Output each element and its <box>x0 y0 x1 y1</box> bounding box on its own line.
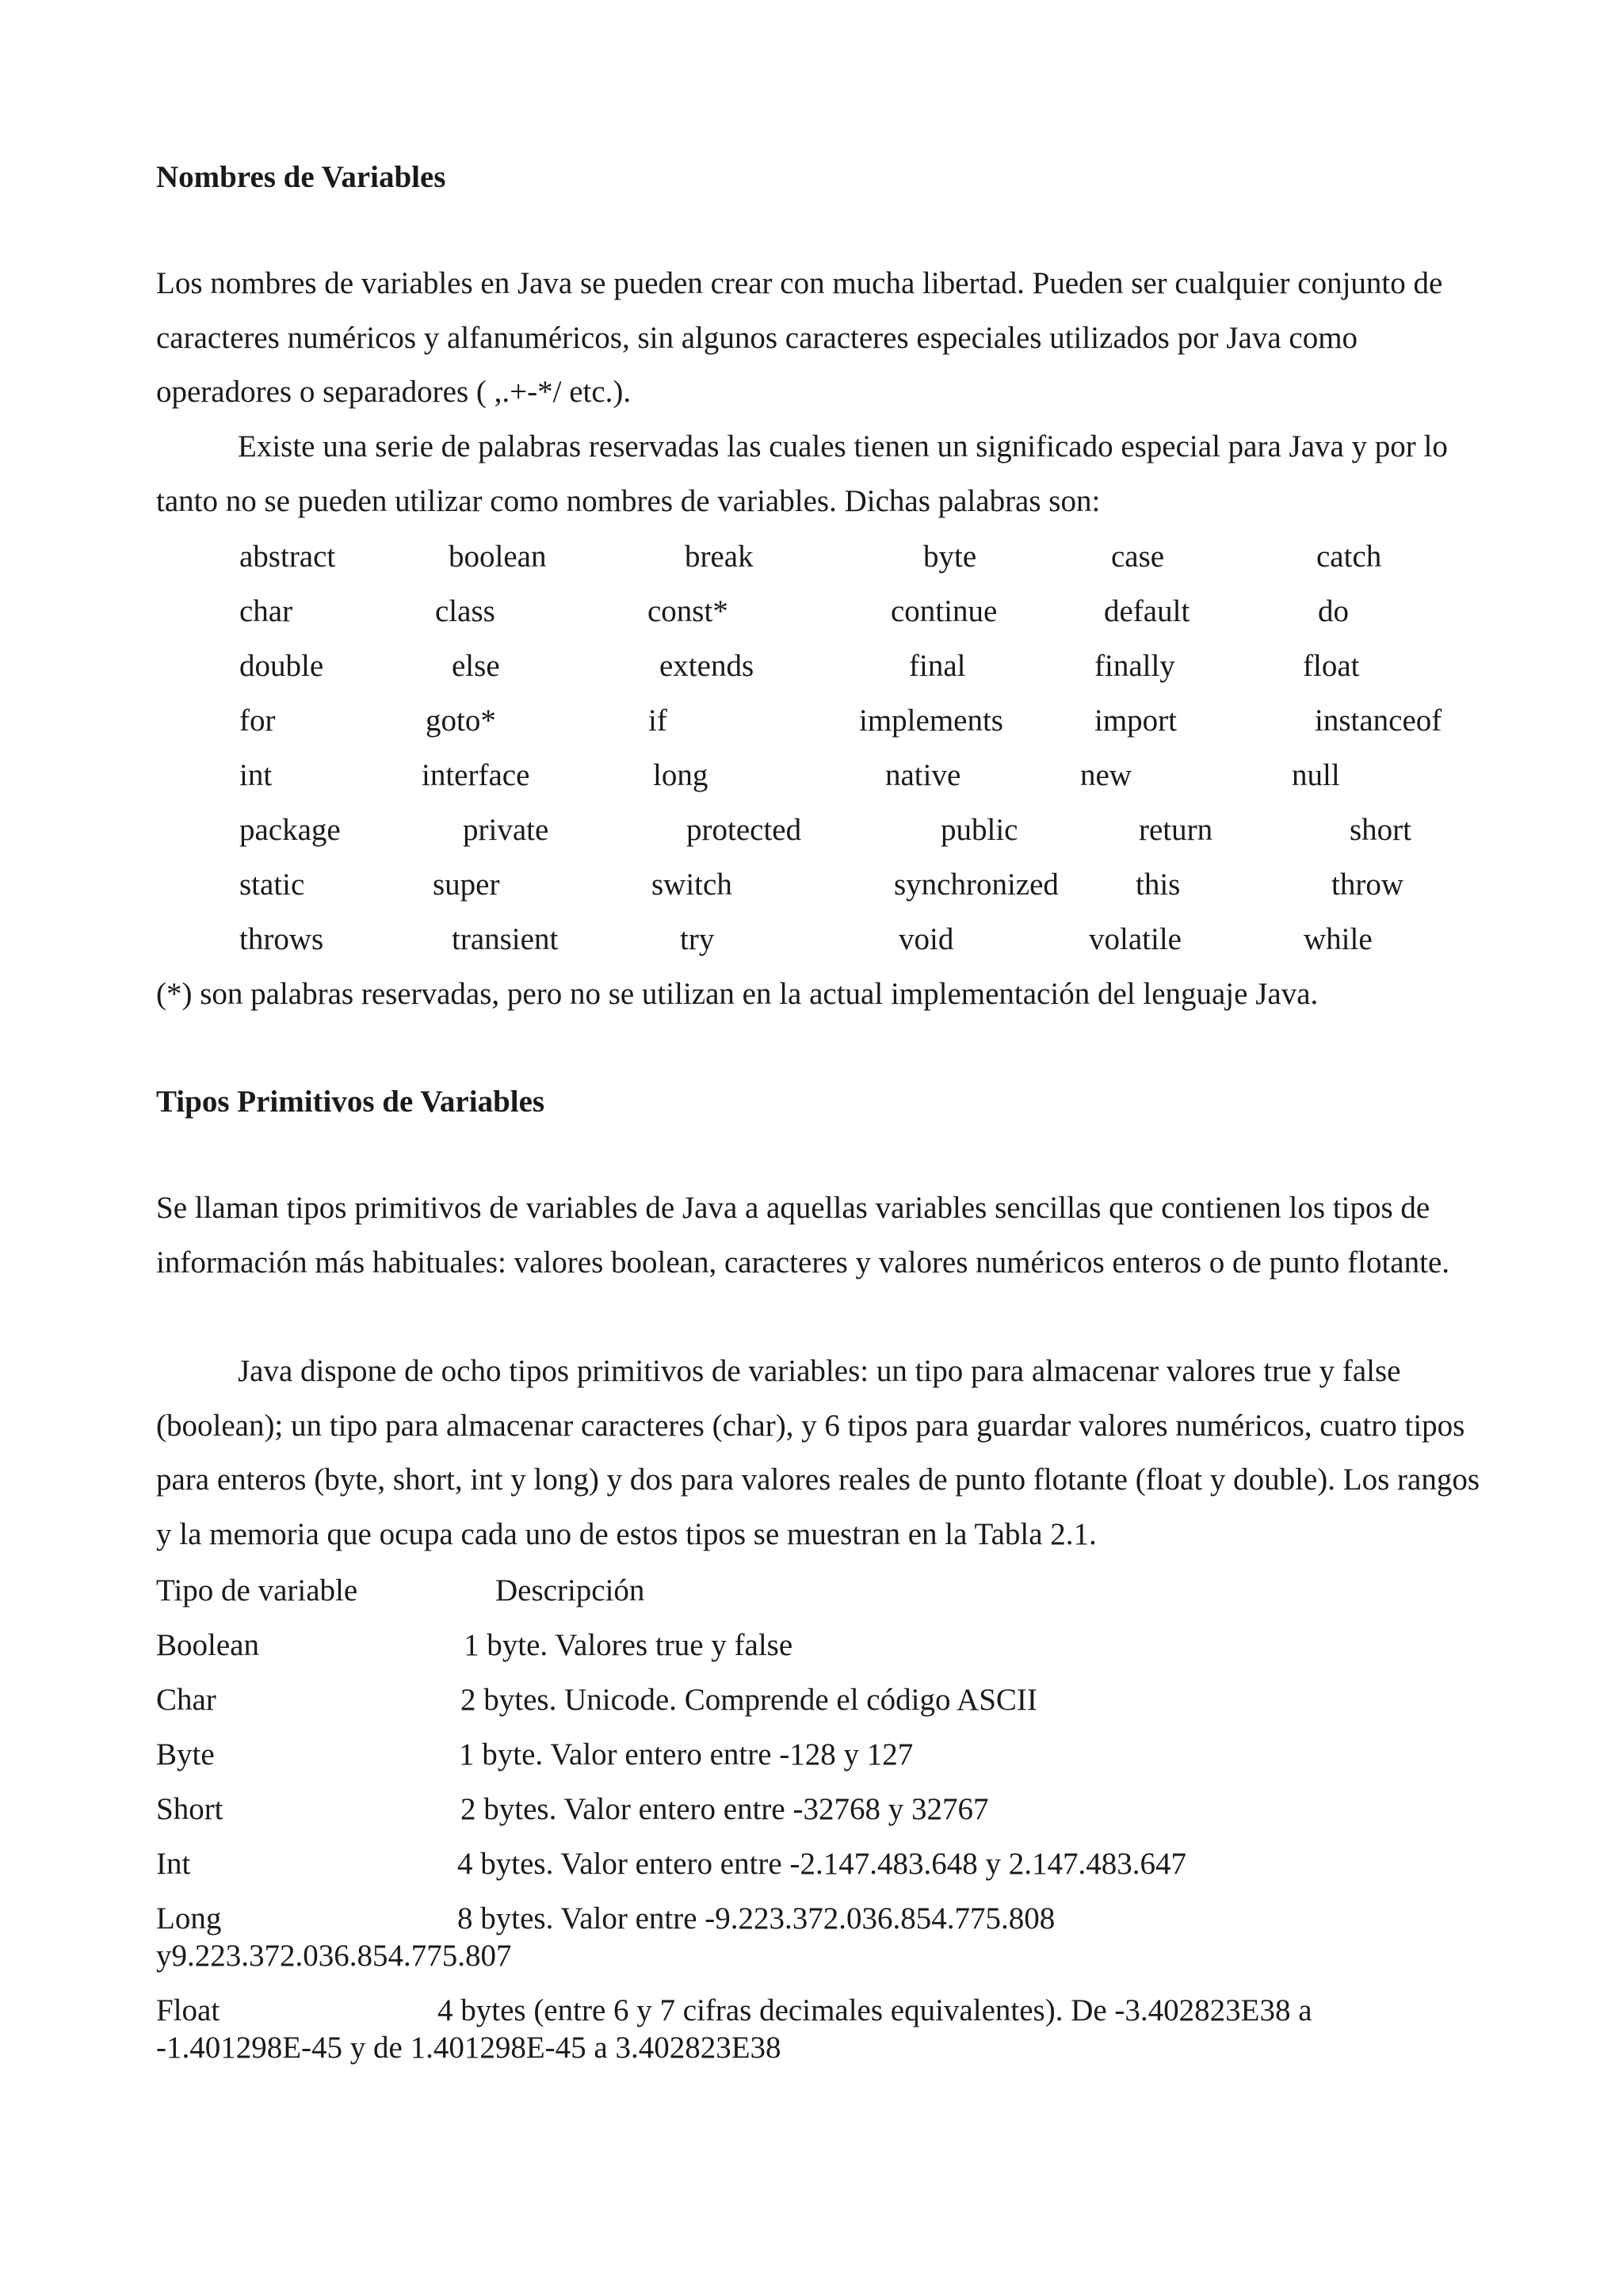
keyword: void <box>899 922 954 956</box>
keyword: abstract <box>239 540 336 574</box>
table-row <box>156 1627 792 1663</box>
table-row <box>156 1901 1055 1936</box>
keyword: while <box>1304 922 1373 956</box>
keyword: return <box>1139 813 1213 847</box>
keywords-row <box>0 539 1623 578</box>
keywords-row <box>0 812 1623 852</box>
keyword: private <box>463 813 549 847</box>
keyword: break <box>685 540 754 574</box>
header-tipo: Tipo de variable <box>156 1573 358 1608</box>
keyword: synchronized <box>894 868 1059 902</box>
keyword: byte <box>923 540 977 574</box>
type-name: Char <box>156 1683 216 1717</box>
type-name: Int <box>156 1847 191 1881</box>
keyword: volatile <box>1089 922 1182 956</box>
keyword: continue <box>891 594 998 628</box>
type-name: Float <box>156 1993 220 2027</box>
keyword: char <box>239 594 293 628</box>
keyword: const* <box>647 594 728 628</box>
type-desc: 2 bytes. Unicode. Comprende el código ASCII <box>460 1683 1037 1717</box>
type-desc: 4 bytes. Valor entero entre -2.147.483.648 y 2.147.483.647 <box>457 1847 1186 1881</box>
type-desc: 4 bytes (entre 6 y 7 cifras decimales equivalentes). De -3.402823E38 a <box>437 1993 1312 2027</box>
keywords-row <box>0 867 1623 906</box>
type-desc: 1 byte. Valor entero entre -128 y 127 <box>459 1737 914 1772</box>
keyword: case <box>1111 540 1165 574</box>
keyword: if <box>648 704 667 738</box>
keyword: try <box>680 922 715 956</box>
reserved-words-note: (*) son palabras reservadas, pero no se utilizan en la actual implementación del lenguaje Java. <box>156 977 1319 1011</box>
keyword: else <box>452 649 500 683</box>
keyword: this <box>1136 868 1181 902</box>
type-desc: 8 bytes. Valor entre -9.223.372.036.854.775.808 <box>457 1901 1056 1936</box>
keywords-row <box>0 921 1623 961</box>
keyword: switch <box>651 868 732 902</box>
keywords-row <box>0 757 1623 797</box>
keyword: goto* <box>426 704 496 738</box>
type-name: Long <box>156 1901 222 1936</box>
keyword: implements <box>859 704 1003 738</box>
keyword: do <box>1318 594 1349 628</box>
keyword: boolean <box>449 540 547 574</box>
table-row <box>156 1846 1186 1882</box>
paragraph-text: Java dispone de ocho tipos primitivos de variables: un tipo para almacenar valores true y false (boolean); un tipo para almacenar caracteres (char), y 6 tipos para guardar valores numéricos, cuatro tipos para enteros (byte, short, int y long) y dos para valores reales de punto flotante (float y double). Los rangos y la memoria que ocupa cada uno de estos tipos se muestran en la Tabla 2.1. <box>156 1354 1480 1551</box>
keyword: int <box>239 758 273 792</box>
types-table-header <box>156 1573 644 1608</box>
keyword: super <box>433 868 500 902</box>
keywords-row <box>0 648 1623 688</box>
keyword: class <box>435 594 495 628</box>
type-desc-continuation: -1.401298E-45 y de 1.401298E-45 a 3.402823E38 <box>156 2031 781 2065</box>
keyword: throw <box>1331 868 1403 902</box>
type-desc: 1 byte. Valores true y false <box>464 1628 793 1662</box>
table-row <box>156 1737 913 1772</box>
keyword: extends <box>659 649 754 683</box>
table-row <box>156 1993 1312 2028</box>
section-title-nombres: Nombres de Variables <box>156 160 446 194</box>
type-name: Short <box>156 1792 223 1826</box>
keyword: final <box>909 649 966 683</box>
paragraph-tipos-intro <box>156 1181 1487 1290</box>
keyword: public <box>941 813 1018 847</box>
keyword: long <box>653 758 708 792</box>
keyword: transient <box>452 922 559 956</box>
keyword: instanceof <box>1315 704 1442 738</box>
section-title-tipos: Tipos Primitivos de Variables <box>156 1085 545 1119</box>
header-descripcion: Descripción <box>495 1573 645 1608</box>
paragraph-text: Los nombres de variables en Java se pueden crear con mucha libertad. Pueden ser cualquier conjunto de caracteres numéricos y alfanuméricos, sin algunos caracteres especiales utilizados por Java como operadores o separadores ( ,.+-*/ etc.). <box>156 266 1443 409</box>
keywords-row <box>0 593 1623 633</box>
type-desc-continuation: y9.223.372.036.854.775.807 <box>156 1939 512 1973</box>
keyword: catch <box>1316 540 1382 574</box>
type-desc: 2 bytes. Valor entero entre -32768 y 32767 <box>460 1792 989 1826</box>
keyword: default <box>1104 594 1190 628</box>
keyword: finally <box>1094 649 1175 683</box>
keyword: short <box>1350 813 1411 847</box>
keyword: static <box>239 868 305 902</box>
keyword: double <box>239 649 324 683</box>
keyword: interface <box>422 758 530 792</box>
keyword: native <box>885 758 961 792</box>
table-row <box>156 1682 1037 1718</box>
paragraph-text: Se llaman tipos primitivos de variables de Java a aquellas variables sencillas que contienen los tipos de información más habituales: valores boolean, caracteres y valores numéricos enteros o de punto flotante. <box>156 1191 1450 1280</box>
keyword: throws <box>239 922 324 956</box>
keyword: null <box>1292 758 1340 792</box>
keyword: for <box>239 704 276 738</box>
type-name: Byte <box>156 1737 215 1772</box>
keyword: new <box>1080 758 1132 792</box>
keyword: protected <box>686 813 802 847</box>
type-name: Boolean <box>156 1628 259 1662</box>
keywords-row <box>0 703 1623 742</box>
keyword: import <box>1094 704 1177 738</box>
paragraph-ocho-tipos <box>156 1344 1487 1562</box>
table-row <box>156 1791 988 1827</box>
keyword: float <box>1303 649 1360 683</box>
keyword: package <box>239 813 341 847</box>
paragraph-text: Existe una serie de palabras reservadas las cuales tienen un significado especial para Java y por lo tanto no se pueden utilizar como nombres de variables. Dichas palabras son: <box>156 429 1448 518</box>
